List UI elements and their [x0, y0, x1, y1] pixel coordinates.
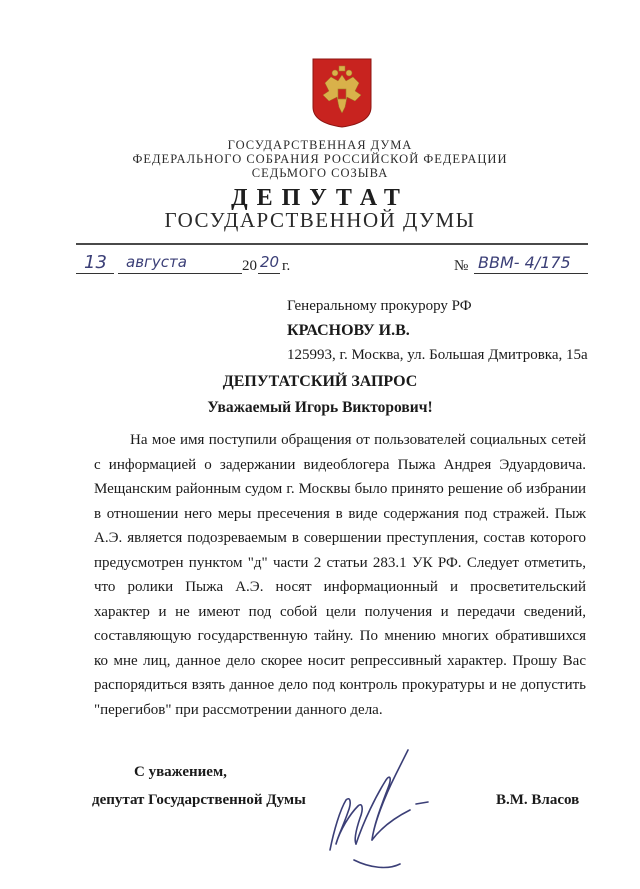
addressee-position: Генеральному прокурору РФ [287, 298, 472, 314]
date-year: 20 [260, 253, 280, 271]
letterhead-line-3: СЕДЬМОГО СОЗЫВА [251, 166, 389, 180]
document-title: ДЕПУТАТСКИЙ ЗАПРОС [222, 373, 418, 390]
number-underline [474, 273, 588, 274]
closing-position: депутат Государственной Думы [92, 792, 306, 808]
date-century: 20 [242, 258, 257, 274]
letterhead-line-1: ГОСУДАРСТВЕННАЯ ДУМА [227, 138, 413, 152]
date-day: 13 [84, 252, 107, 273]
body-paragraph: На мое имя поступили обращения от пользователей социальных сетей с информацией о задержании видеоблогера Пыжа Андрея Эдуардовича. Мещанским районным судом г. Москвы было принято решение об избрании в отношении него меры пресечения в виде содержания под стражей. Пыж А.Э. является подозреваемым в совершении преступления, состав которого предусмотрен пунктом "д" части 2 статьи 283.1 УК РФ. Следует отметить, что ролики Пыжа А.Э. носят информационный и просветительский характер и не имеют под собой цели получения и передачи сведений, составляющую государственную тайну. По мнению многих обратившихся ко мне лиц, данное дело скорее носит репрессивный характер. Прошу Вас распорядиться взять данное дело под контроль прокуратуры и не допустить "перегибов" при рассмотрении данного дела. [94, 432, 586, 718]
date-number-line [76, 252, 588, 282]
date-year-underline [258, 273, 280, 274]
letterhead-subtitle: ГОСУДАРСТВЕННОЙ ДУМЫ [164, 208, 476, 232]
date-month-underline [118, 273, 242, 274]
date-day-underline [76, 273, 114, 274]
handwritten-signature [300, 740, 460, 880]
greeting: Уважаемый Игорь Викторович! [207, 399, 433, 416]
date-suffix: г. [282, 258, 291, 274]
closing-regards: С уважением, [134, 764, 227, 780]
addressee-name: КРАСНОВУ И.В. [287, 322, 410, 339]
signer-name: В.М. Власов [496, 792, 580, 808]
number-value: ВВМ- 4/175 [478, 253, 571, 272]
date-month: августа [126, 253, 187, 271]
number-label: № [454, 258, 469, 274]
letterhead-divider [76, 243, 588, 245]
coat-of-arms-icon [311, 57, 373, 129]
letterhead-title: ДЕПУТАТ [231, 185, 409, 211]
addressee-address: 125993, г. Москва, ул. Большая Дмитровка, 15а [287, 347, 588, 363]
letterhead-line-2: ФЕДЕРАЛЬНОГО СОБРАНИЯ РОССИЙСКОЙ ФЕДЕРАЦИИ [132, 152, 508, 166]
